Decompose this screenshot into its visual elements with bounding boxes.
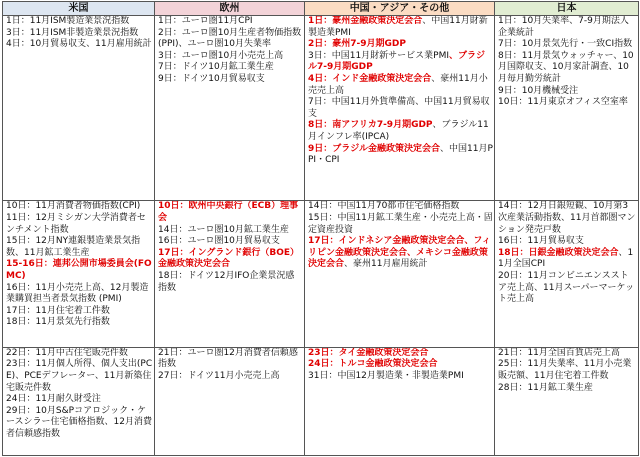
event-text: 1日：10月失業率、7-9月期法人企業統計 xyxy=(498,16,629,38)
highlighted-event-text: 2日：豪州7-9月期GDP xyxy=(308,39,406,50)
calendar-entry xyxy=(498,383,637,395)
cell-europe-period-2 xyxy=(155,201,305,347)
event-text-continuation: 、中国11月財新製造業PMI xyxy=(308,16,488,38)
calendar-entry xyxy=(308,213,493,236)
event-text: 7日：ドイツ10月鉱工業生産 xyxy=(158,62,274,73)
event-text: 3日：中国11月財新サービス業PMI xyxy=(308,50,450,61)
event-text: 21日：ユーロ圏12月消費者信頼感指数 xyxy=(158,347,298,370)
cell-europe-period-1 xyxy=(155,16,305,201)
event-text: 7日：10月景気先行・一致CI指数 xyxy=(498,39,633,50)
cell-japan-period-3 xyxy=(495,347,639,455)
calendar-entry xyxy=(498,248,637,271)
highlighted-event-text: 23日：タイ金融政策決定会合 xyxy=(308,347,429,358)
event-text: 16日：11月小売売上高、12月製造業購買担当者景気指数 (PMI) xyxy=(6,282,149,305)
calendar-entry xyxy=(498,348,637,360)
calendar-entry xyxy=(498,51,637,86)
event-text: 18日：11月景気先行指数 xyxy=(6,317,110,328)
calendar-entry xyxy=(158,348,303,371)
calendar-entry xyxy=(158,28,303,51)
header-china-asia-other: 中国・アジア・その他 xyxy=(305,2,495,16)
calendar-entry xyxy=(308,144,493,167)
calendar-entry xyxy=(6,259,153,282)
event-text: 1日：11月ISM製造業景況指数 xyxy=(6,16,130,26)
cell-asia-period-2 xyxy=(305,201,495,347)
event-text-continuation: 、11月全国CPI xyxy=(498,247,634,270)
calendar-entry xyxy=(498,97,637,109)
calendar-entry xyxy=(308,348,493,360)
calendar-entry xyxy=(158,371,303,383)
cell-asia-period-1 xyxy=(305,16,495,201)
calendar-entry xyxy=(158,225,303,237)
cell-europe-period-3 xyxy=(155,347,305,455)
calendar-entry xyxy=(158,248,303,271)
highlighted-event-text: 15-16日：連邦公開市場委員会(FOMC) xyxy=(6,259,152,281)
event-text-continuation: 、ブラジル11月インフレ率(IPCA) xyxy=(308,120,489,142)
calendar-entry xyxy=(6,348,153,360)
calendar-entry xyxy=(498,86,637,98)
event-text: 17日：11月住宅着工件数 xyxy=(6,305,110,316)
event-text: 24日：11月耐久財受注 xyxy=(6,394,101,405)
event-text: 14日：12月日銀短観、10月第3次産業活動指数、11月首都圏マンション発売戸数 xyxy=(498,201,636,235)
cell-us-period-3 xyxy=(3,347,155,455)
event-text-continuation: 、中国11月PPI・CPI xyxy=(308,143,493,166)
economic-calendar-table xyxy=(2,1,639,456)
event-text-continuation: 、豪州11月雇用統計 xyxy=(344,259,428,270)
cell-asia-period-3 xyxy=(305,347,495,455)
cell-us-period-2 xyxy=(3,201,155,347)
calendar-entry xyxy=(6,283,153,306)
calendar-entry xyxy=(6,236,153,259)
calendar-entry xyxy=(498,39,637,51)
header-row xyxy=(3,2,639,16)
calendar-entry xyxy=(308,51,493,74)
calendar-entry xyxy=(6,16,153,28)
event-text: 10日：11月消費者物価指数(CPI) xyxy=(6,201,141,212)
highlighted-event-text: 、ブラジル7-9月期GDP xyxy=(308,50,486,73)
event-text: 21日：11月全国百貨店売上高 xyxy=(498,347,620,358)
header-japan: 日本 xyxy=(495,2,639,16)
highlighted-event-text: 17日：イングランド銀行（BOE）金融政策決定会合 xyxy=(158,247,300,270)
event-text: 14日：中国11月70都市住宅価格指数 xyxy=(308,201,460,212)
calendar-entry xyxy=(6,306,153,318)
calendar-entry xyxy=(6,406,153,441)
event-text: 28日：11月鉱工業生産 xyxy=(498,382,593,393)
calendar-entry xyxy=(158,51,303,63)
calendar-entry xyxy=(158,62,303,74)
calendar-entry xyxy=(158,201,303,224)
event-text: 10日：11月東京オフィス空室率 xyxy=(498,97,628,108)
calendar-entry xyxy=(308,359,493,371)
event-text: 2日：ユーロ圏10月生産者物価指数(PPI)、ユーロ圏10月失業率 xyxy=(158,27,302,50)
calendar-entry xyxy=(6,394,153,406)
period-row-2 xyxy=(3,201,639,347)
calendar-entry xyxy=(498,359,637,382)
calendar-entry xyxy=(308,120,493,143)
header-us: 米国 xyxy=(3,2,155,16)
cell-japan-period-2 xyxy=(495,201,639,347)
highlighted-event-text: 10日：欧州中央銀行（ECB）理事会 xyxy=(158,201,299,223)
event-text: 15日：中国11月鉱工業生産・小売売上高・固定資産投資 xyxy=(308,213,493,235)
event-text: 1日：ユーロ圏11月CPI xyxy=(158,16,253,26)
event-text: 9日：10月機械受注 xyxy=(498,85,579,96)
event-text: 20日：11月コンビニエンスストア売上高、11月スーパーマーケット売上高 xyxy=(498,270,635,305)
calendar-entry xyxy=(6,28,153,40)
highlighted-event-text: 17日：インドネシア金融政策決定会合、フィリピン金融政策決定会合、メキシコ金融政策決定会合 xyxy=(308,236,491,270)
event-text: 8日：11月景気ウォッチャー、10月国際収支、10月家計調査、10月毎月勤労統計 xyxy=(498,50,634,84)
event-text: 16日：11月貿易収支 xyxy=(498,236,584,247)
event-text: 31日：中国12月製造業・非製造業PMI xyxy=(308,370,464,381)
cell-japan-period-1 xyxy=(495,16,639,201)
calendar-entry xyxy=(6,317,153,329)
event-text: 25日：11月失業率、11月小売業販売額、11月住宅着工件数 xyxy=(498,359,632,381)
calendar-entry xyxy=(6,359,153,394)
event-text: 16日：ユーロ圏10月貿易収支 xyxy=(158,236,280,247)
event-text: 14日：ユーロ圏10月鉱工業生産 xyxy=(158,224,289,235)
event-text-continuation: 、豪州11月小売売上高 xyxy=(308,73,488,96)
calendar-entry xyxy=(498,236,637,248)
header-europe: 欧州 xyxy=(155,2,305,16)
calendar-entry xyxy=(498,201,637,236)
period-row-3 xyxy=(3,347,639,455)
calendar-entry xyxy=(6,201,153,213)
event-text: 22日：11月中古住宅販売件数 xyxy=(6,347,128,358)
calendar-entry xyxy=(6,213,153,236)
event-text: 29日：10月S&Pコアロジック・ケースシラー住宅価格指数、12月消費者信頼感指数 xyxy=(6,405,153,439)
calendar-entry xyxy=(158,236,303,248)
highlighted-event-text: 1日：豪州金融政策決定会合 xyxy=(308,16,423,26)
event-text: 4日：10月貿易収支、11月雇用統計 xyxy=(6,39,152,50)
calendar-entry xyxy=(308,74,493,97)
highlighted-event-text: 9日：ブラジル金融政策決定会合 xyxy=(308,143,441,154)
period-row-1 xyxy=(3,16,639,201)
event-text: 11日：12月ミシガン大学消費者センチメント指数 xyxy=(6,213,146,235)
event-text: 7日：中国11月外貨準備高、中国11月貿易収支 xyxy=(308,97,490,119)
calendar-entry xyxy=(308,39,493,51)
calendar-entry xyxy=(158,74,303,86)
highlighted-event-text: 18日：日銀金融政策決定会合 xyxy=(498,247,619,258)
event-text: 18日：ドイツ12月IFO企業景況感指数 xyxy=(158,270,295,293)
event-text: 9日：ドイツ10月貿易収支 xyxy=(158,73,265,84)
event-text: 15日：12月NY連銀製造業景気指数、11月鉱工業生産 xyxy=(6,236,141,258)
event-text: 27日：ドイツ11月小売売上高 xyxy=(158,370,280,381)
highlighted-event-text: 4日：インド金融政策決定会合 xyxy=(308,73,432,84)
highlighted-event-text: 8日：南アフリカ7-9月期GDP xyxy=(308,120,433,131)
event-text: 23日：11月個人所得、個人支出(PCE)、PCEデフレーター、11月新築住宅販売件数 xyxy=(6,359,153,393)
calendar-entry xyxy=(158,271,303,294)
highlighted-event-text: 24日：トルコ金融政策決定会合 xyxy=(308,359,438,370)
calendar-entry xyxy=(308,371,493,383)
calendar-entry xyxy=(158,16,303,28)
event-text: 3日：ユーロ圏10月小売売上高 xyxy=(158,50,284,61)
calendar-entry xyxy=(308,16,493,39)
calendar-entry xyxy=(498,16,637,39)
event-text: 3日：11月ISM非製造業景況指数 xyxy=(6,27,139,38)
calendar-entry xyxy=(308,236,493,271)
cell-us-period-1 xyxy=(3,16,155,201)
calendar-entry xyxy=(498,271,637,306)
calendar-entry xyxy=(308,97,493,120)
calendar-entry xyxy=(6,39,153,51)
calendar-entry xyxy=(308,201,493,213)
